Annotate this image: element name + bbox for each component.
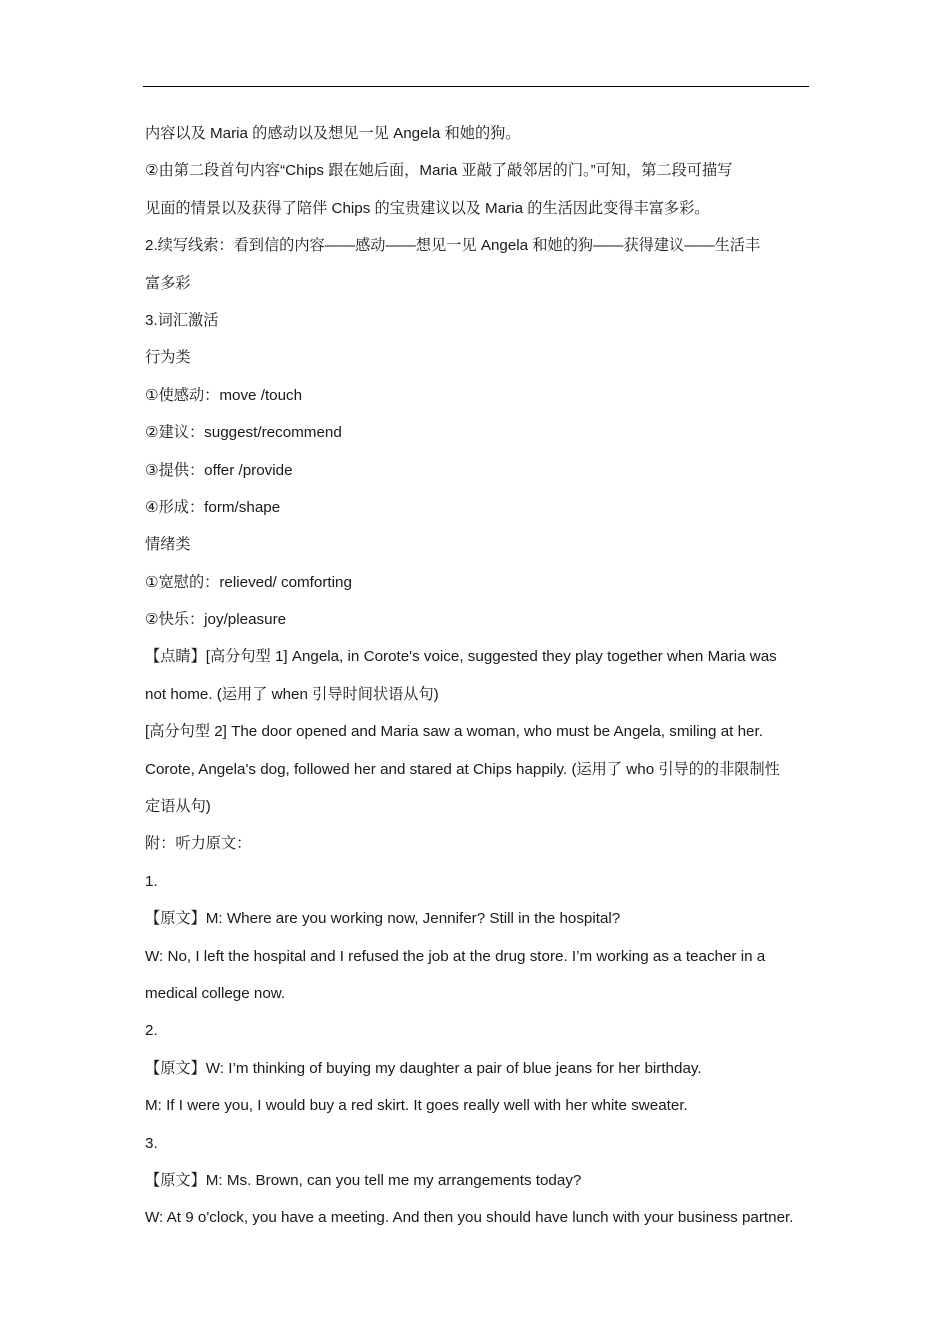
- text-line-7: 行为类: [145, 349, 191, 367]
- text-line-29: 【原文】M: Ms. Brown, can you tell me my arrangements today?: [145, 1171, 582, 1189]
- text-line-28: 3.: [145, 1134, 158, 1152]
- text-line-26: 【原文】W: I’m thinking of buying my daughter a pair of blue jeans for her birthday.: [145, 1059, 702, 1077]
- text-line-5: 富多彩: [145, 274, 191, 292]
- text-line-10: ③提供：offer /provide: [145, 461, 293, 479]
- text-line-23: W: No, I left the hospital and I refused the job at the drug store. I’m working as a teacher in a: [145, 947, 766, 965]
- text-line-13: ①宽慰的：relieved/ comforting: [145, 573, 352, 591]
- text-line-1: 内容以及 Maria 的感动以及想见一见 Angela 和她的狗。: [145, 125, 521, 142]
- text-line-22: 【原文】M: Where are you working now, Jennifer? Still in the hospital?: [145, 910, 621, 928]
- header-rule: [143, 86, 809, 87]
- text-line-25: 2.: [145, 1022, 158, 1040]
- text-line-11: ④形成：form/shape: [145, 498, 281, 516]
- document-body: [145, 115, 809, 1237]
- text-line-17: [高分句型 2] The door opened and Maria saw a woman, who must be Angela, smiling at her.: [145, 723, 763, 741]
- text-line-4: 2.续写线索：看到信的内容——感动——想见一见 Angela 和她的狗——获得建议——生活丰: [145, 237, 761, 255]
- text-line-16: not home. (运用了 when 引导时间状语从句): [145, 685, 439, 703]
- text-line-12: 情绪类: [145, 536, 191, 554]
- text-line-15: 【点睛】[高分句型 1] Angela, in Corote's voice, suggested they play together when Maria was: [145, 648, 777, 666]
- text-line-2: ②由第二段首句内容“Chips 跟在她后面，Maria 亚敲了敲邻居的门。”可知，第二段可描写: [145, 162, 733, 180]
- text-line-20: 附：听力原文：: [145, 835, 252, 853]
- text-line-6: 3.词汇激活: [145, 311, 219, 329]
- text-line-24: medical college now.: [145, 984, 286, 1002]
- text-line-14: ②快乐：joy/pleasure: [145, 611, 287, 629]
- text-line-19: 定语从句): [145, 798, 211, 816]
- text-line-30: W: At 9 o'clock, you have a meeting. And then you should have lunch with your business partner.: [145, 1209, 794, 1227]
- text-line-27: M: If I were you, I would buy a red skirt. It goes really well with her white sweater.: [145, 1097, 688, 1115]
- text-line-21: 1.: [145, 872, 158, 890]
- text-line-18: Corote, Angela's dog, followed her and stared at Chips happily. (运用了 who 引导的的非限制性: [145, 760, 780, 778]
- text-line-3: 见面的情景以及获得了陪伴 Chips 的宝贵建议以及 Maria 的生活因此变得丰富多彩。: [145, 199, 710, 217]
- text-line-8: ①使感动：move /touch: [145, 386, 303, 404]
- text-line-9: ②建议：suggest/recommend: [145, 424, 342, 442]
